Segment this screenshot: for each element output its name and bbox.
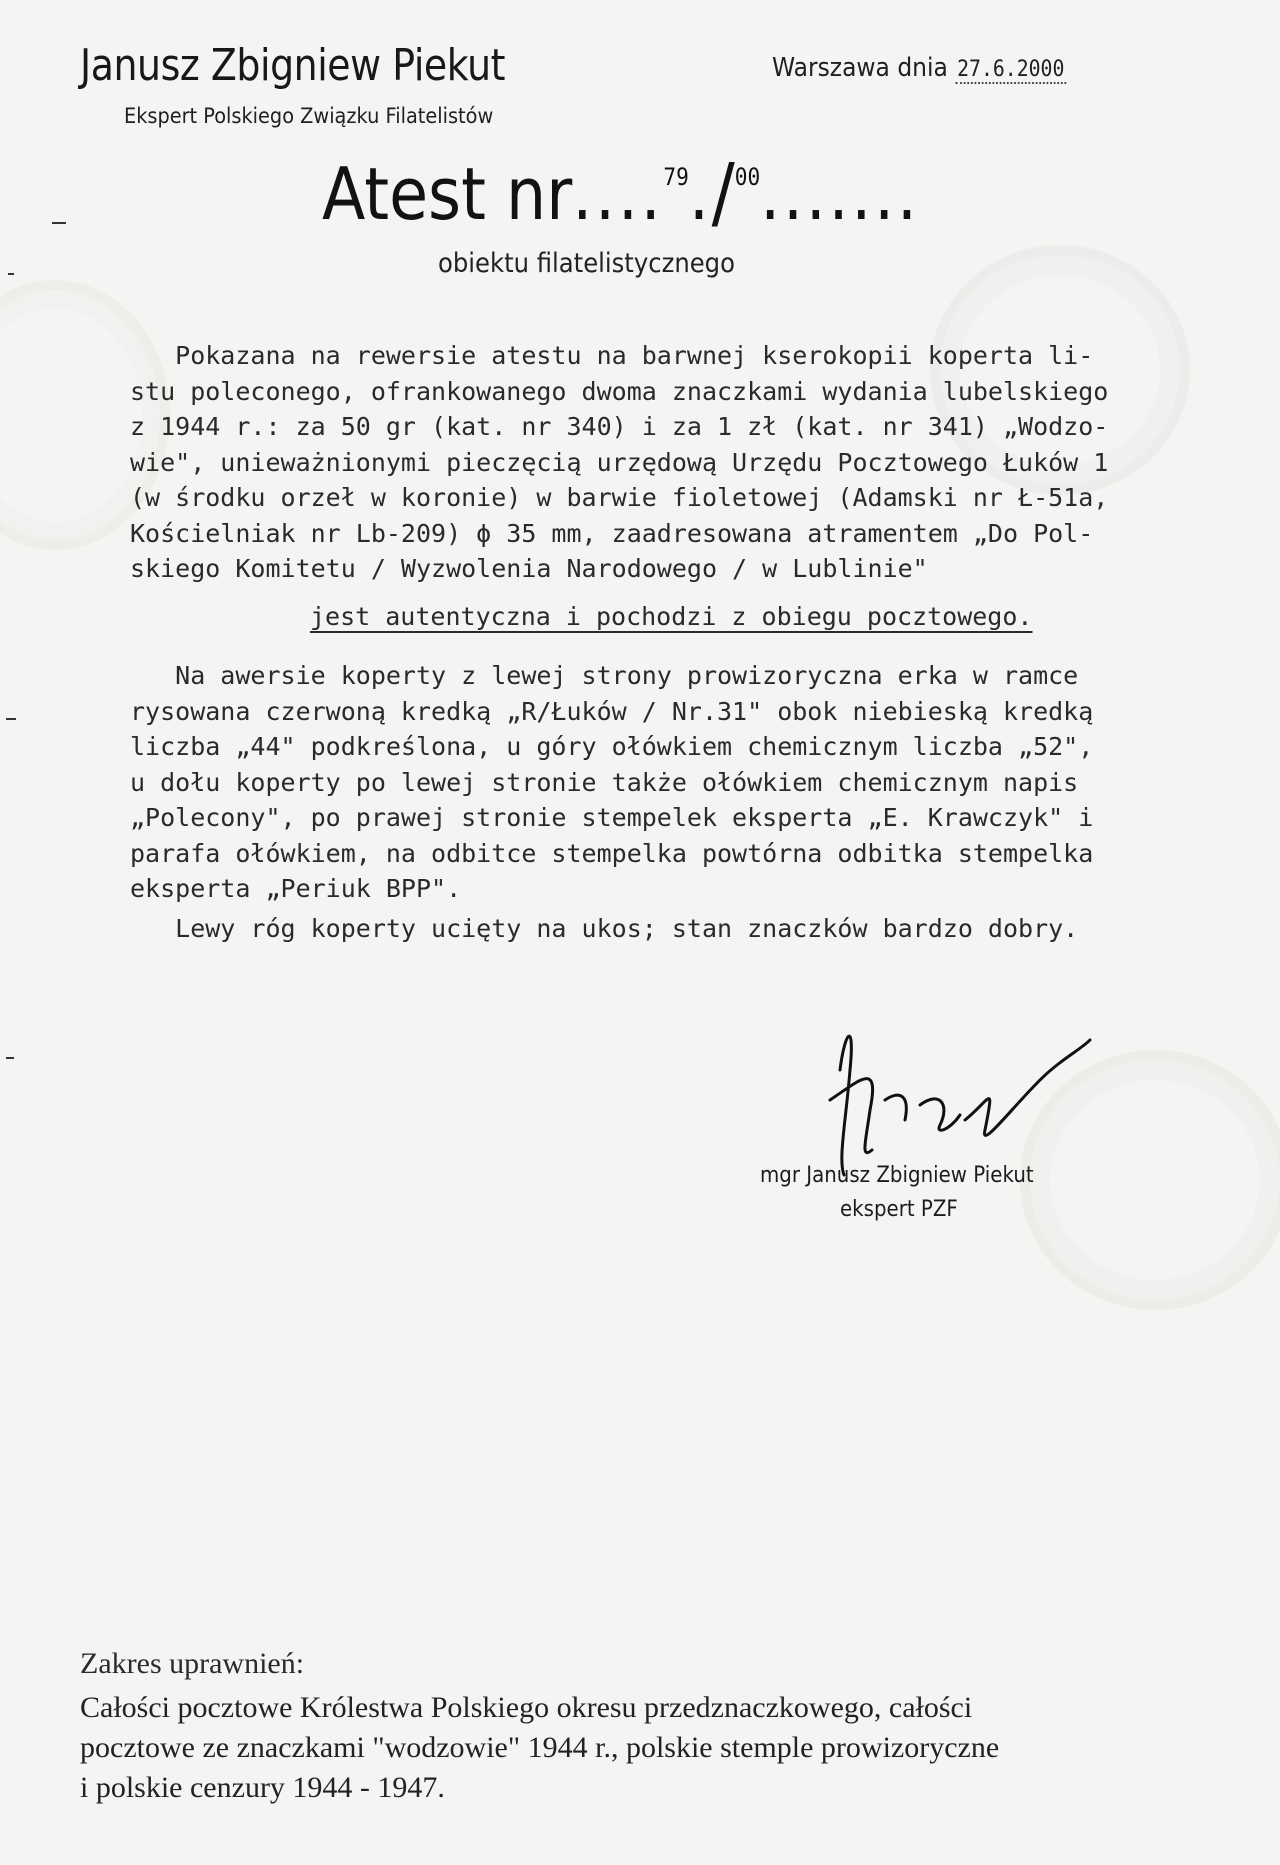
- title-slash: /: [711, 148, 735, 238]
- verdict-line: jest autentyczna i pochodzi z obiegu pocztowego.: [310, 601, 1033, 631]
- body-line: stu poleconego, ofrankowanego dwoma znaczkami wydania lubelskiego: [130, 376, 1109, 406]
- margin-mark: [52, 222, 66, 224]
- scope-text: [80, 1688, 1180, 1808]
- body-line: (w środku orzeł w koronie) w barwie fioletowej (Adamski nr Ł-51a,: [130, 483, 1109, 512]
- place-date: [772, 53, 1066, 83]
- body-line: Na awersie koperty z lewej strony prowizoryczna erka w ramce: [130, 661, 1079, 690]
- margin-mark: [6, 718, 16, 720]
- certificate-number: 79: [663, 163, 689, 191]
- signatory-title: ekspert PZF: [840, 1197, 958, 1222]
- title-dots: .: [688, 152, 712, 236]
- author-name: Janusz Zbigniew Piekut: [80, 40, 506, 91]
- certificate-year: 00: [734, 163, 761, 191]
- place-label: Warszawa dnia: [772, 53, 948, 83]
- scope-heading: Zakres uprawnień:: [80, 1647, 305, 1680]
- paragraph-3: [130, 911, 1210, 947]
- date-value: 27.6.2000: [957, 57, 1065, 82]
- body-line: u dołu koperty po lewej stronie także ołówkiem chemicznym napis: [130, 767, 1079, 797]
- body-line: liczba „44" podkreślona, u góry ołówkiem chemicznym liczba „52",: [130, 732, 1094, 761]
- scope-line: pocztowe ze znaczkami "wodzowie" 1944 r., polskie stemple prowizoryczne: [80, 1731, 1000, 1764]
- paragraph-1: [130, 338, 1210, 587]
- title-label: Atest nr: [322, 152, 573, 236]
- title-dots: ....: [572, 152, 664, 236]
- handwritten-signature: [800, 1010, 1100, 1180]
- body-line: skiego Komitetu / Wyzwolenia Narodowego / w Lublinie": [130, 554, 928, 583]
- scope-line: Całości pocztowe Królestwa Polskiego okresu przedznaczkowego, całości: [80, 1691, 973, 1724]
- body-line: parafa ołówkiem, na odbitce stempelka powtórna odbitka stempelka: [130, 838, 1094, 868]
- body-line: wie", unieważnionymi pieczęcią urzędową Urzędu Pocztowego Łuków 1: [130, 447, 1109, 477]
- body-line: rysowana czerwoną kredką „R/Łuków / Nr.31" obok niebieską kredką: [130, 696, 1094, 726]
- signatory-name: mgr Janusz Zbigniew Piekut: [760, 1163, 1034, 1188]
- paragraph-2: [130, 658, 1210, 907]
- scope-line: i polskie cenzury 1944 - 1947.: [80, 1771, 445, 1804]
- body-line: Pokazana na rewersie atestu na barwnej kserokopii koperta li-: [130, 341, 1094, 370]
- body-line: z 1944 r.: za 50 gr (kat. nr 340) i za 1 zł (kat. nr 341) „Wodzo-: [130, 412, 1109, 441]
- certificate-subtitle: obiektu filatelistycznego: [438, 248, 735, 279]
- body-line: Kościelniak nr Lb-209) ϕ 35 mm, zaadresowana atramentem „Do Pol-: [130, 518, 1094, 548]
- body-line: Lewy róg koperty ucięty na ukos; stan znaczków bardzo dobry.: [130, 913, 1079, 943]
- author-subtitle: Ekspert Polskiego Związku Filatelistów: [124, 104, 494, 128]
- body-line: eksperta „Periuk BPP".: [130, 874, 462, 903]
- certificate-title: [322, 148, 920, 238]
- margin-mark: [6, 1057, 14, 1059]
- margin-mark: [8, 273, 14, 275]
- certificate-body: [130, 338, 1210, 946]
- title-dots: .......: [760, 152, 920, 236]
- body-line: „Polecony", po prawej stronie stempelek eksperta „E. Krawczyk" i: [130, 803, 1094, 832]
